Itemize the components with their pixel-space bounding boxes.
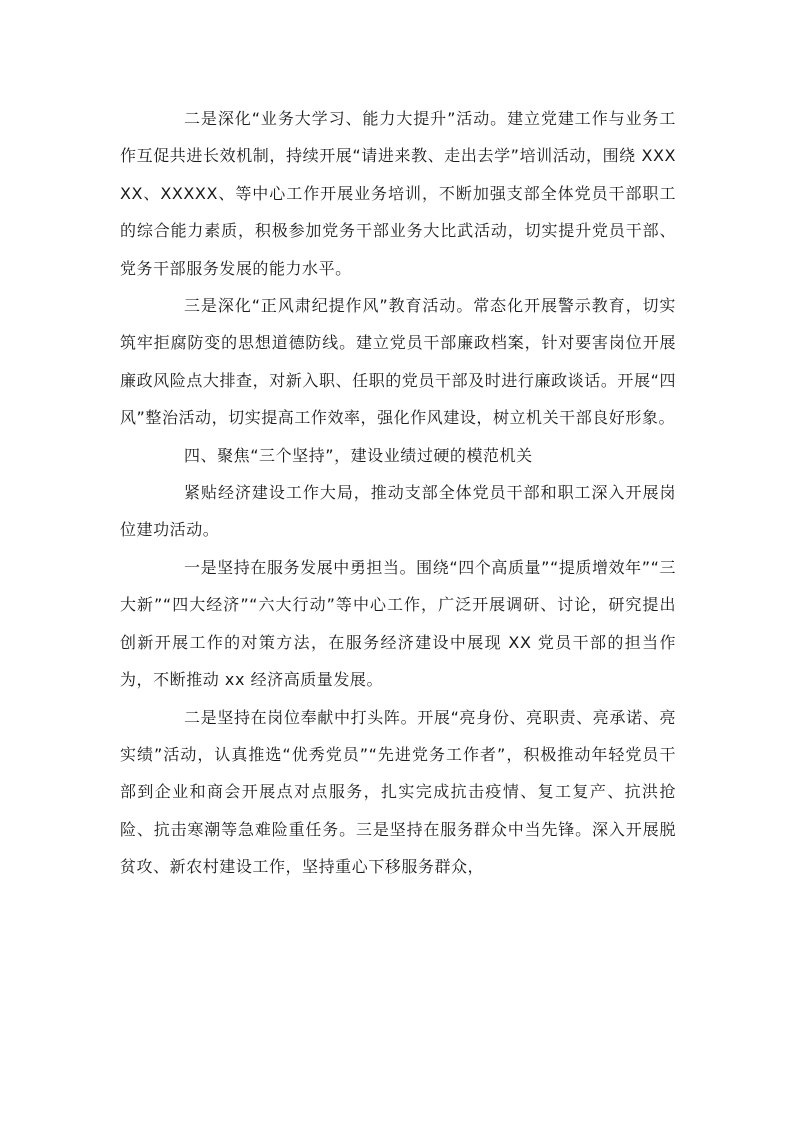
paragraph-serve-development: 一是坚持在服务发展中勇担当。围绕“四个高质量”“提质增效年”“三大新”“四大经济”“六大行动”等中心工作，广泛开展调研、讨论，研究提出创新开展工作的对策方法，在服务经济建设中展现 XX 党员干部的担当作为，不断推动 xx 经济高质量发展。 bbox=[120, 557, 676, 690]
paragraph-economic-construction: 紧贴经济建设工作大局，推动支部全体党员干部和职工深入开展岗位建功活动。 bbox=[120, 483, 676, 540]
paragraph-deepen-business-learning: 二是深化“业务大学习、能力大提升”活动。建立党建工作与业务工作互促共进长效机制，持续开展“请进来教、走出去学”培训活动，围绕 XXXXX、XXXXX、等中心工作开展业务培训，不断加强支部全体党员干部职工的综合能力素质，积极参加党务干部业务大比武活动，切实提升党员干部、党务干部服务发展的能力水平。 bbox=[120, 109, 676, 278]
document-body bbox=[120, 100, 676, 886]
paragraph-post-dedication: 二是坚持在岗位奉献中打头阵。开展“亮身份、亮职责、亮承诺、亮实绩”活动，认真推选“优秀党员”“先进党务工作者”，积极推动年轻党员干部到企业和商会开展点对点服务，扎实完成抗击疫情、复工复产、抗洪抢险、抗击寒潮等急难险重任务。三是坚持在服务群众中当先锋。深入开展脱贫攻、新农村建设工作，坚持重心下移服务群众， bbox=[120, 707, 676, 877]
paragraph-deepen-discipline-education: 三是深化“正风肃纪提作风”教育活动。常态化开展警示教育，切实筑牢拒腐防变的思想道德防线。建立党员干部廉政档案，针对要害岗位开展廉政风险点大排查，对新入职、任职的党员干部及时进行廉政谈话。开展“四风”整治活动，切实提高工作效率，强化作风建设，树立机关干部良好形象。 bbox=[120, 296, 676, 428]
section-heading-three-persistences: 四、聚焦“三个坚持”，建设业绩过硬的模范机关 bbox=[184, 445, 533, 465]
